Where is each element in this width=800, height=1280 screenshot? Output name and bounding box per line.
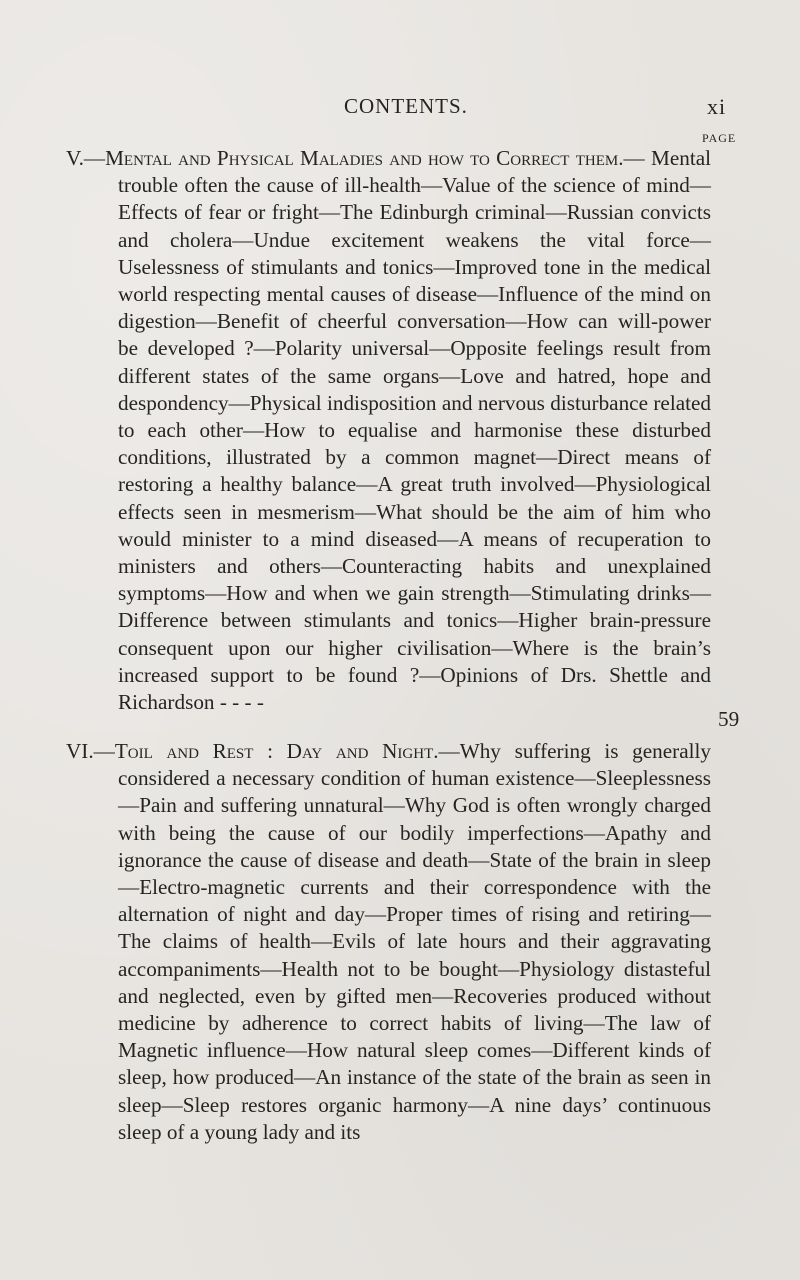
chapter-page-ref: 59 [718, 707, 740, 731]
chapter-summary: Why suffering is generally considered a necessary condition of human existence—Sleeplessness—Pain and suffering unnatural—Why God is often wrongly charged with being the cause of our bodily imperfections—Apathy and ignorance the cause of disease and death—State of the brain in sleep—Electro-magnetic currents and their correspondence with the alternation of night and day—Proper times of rising and retiring—The claims of health—Evils of late hours and their aggravating accompaniments—Health not to be bought—Physiology distasteful and neglected, even by gifted men—Recoveries produced without medicine by adherence to correct habits of living—The law of Magnetic influence—How natural sleep comes—Different kinds of sleep, how produced—An instance of the state of the brain as seen in sleep—Sleep restores organic harmony—A nine days’ continuous sleep of a young lady and its [118, 739, 711, 1144]
page-header [0, 94, 800, 124]
page-column-label: PAGE [702, 131, 737, 145]
chapter-title: Toil and Rest : Day and Night. [114, 739, 439, 763]
entry-paragraph: V.—Mental and Physical Maladies and how to Correct them.— Mental trouble often the cause of ill-health—Value of the science of mind—Effects of fear or fright—The Edinburgh criminal—Russian convicts and cholera—Undue excitement weakens the vital force—Uselessness of stimulants and tonics—Improved tone in the medical world respecting mental causes of disease—Influence of the mind on digestion—Benefit of cheerful conversation—How can will-power be developed ?—Polarity universal—Opposite feelings result from different states of the same organs—Love and hatred, hope and despondency—Physical indisposition and nervous disturbance related to each other—How to equalise and harmonise these disturbed conditions, illustrated by a common magnet—Direct means of restoring a healthy balance—A great truth involved—Physiological effects seen in mesmerism—What should be the aim of him who would minister to a mind diseased—A means of recuperation to ministers and others—Counteracting habits and unexplained symptoms—How and when we gain strength—Stimulating drinks—Difference between stimulants and tonics—Higher brain-pressure consequent upon our higher civilisation—Where is the brain’s increased support to be found ?—Opinions of Drs. Shettle and Richardson - - - - [66, 146, 711, 715]
running-title: CONTENTS. [344, 94, 468, 118]
chapter-summary: Mental trouble often the cause of ill-health—Value of the science of mind—Effects of fear or fright—The Edinburgh criminal—Russian convicts and cholera—Undue excitement weakens the vital force—Uselessness of stimulants and tonics—Improved tone in the medical world respecting mental causes of disease—Influence of the mind on digestion—Benefit of cheerful conversation—How can will-power be developed ?—Polarity universal—Opposite feelings result from different states of the same organs—Love and hatred, hope and despondency—Physical indisposition and nervous disturbance related to each other—How to equalise and harmonise these disturbed conditions, illustrated by a common magnet—Direct means of restoring a healthy balance—A great truth involved—Physiological effects seen in mesmerism—What should be the aim of him who would minister to a mind diseased—A means of recuperation to ministers and others—Counteracting habits and unexplained symptoms—How and when we gain strength—Stimulating drinks—Difference between stimulants and tonics—Higher brain-pressure consequent upon our higher civilisation—Where is the brain’s increased support to be found ?—Opinions of Drs. Shettle and Richardson [118, 146, 711, 715]
chapter-entry-vi [66, 738, 711, 1146]
entry-paragraph: VI.—Toil and Rest : Day and Night.—Why suffering is generally considered a necessary condition of human existence—Sleeplessness—Pain and suffering unnatural—Why God is often wrongly charged with being the cause of our bodily imperfections—Apathy and ignorance the cause of disease and death—State of the brain in sleep—Electro-magnetic currents and their correspondence with the alternation of night and day—Proper times of rising and retiring—The claims of health—Evils of late hours and their aggravating accompaniments—Health not to be bought—Physiology distasteful and neglected, even by gifted men—Recoveries produced without medicine by adherence to correct habits of living—The law of Magnetic influence—How natural sleep comes—Different kinds of sleep, how produced—An instance of the state of the brain as seen in sleep—Sleep restores organic harmony—A nine days’ continuous sleep of a young lady and its [66, 739, 711, 1144]
page-number: xi [707, 94, 727, 119]
chapter-number: V. [66, 146, 84, 170]
chapter-entry-v [66, 145, 711, 716]
dot-leader: - - - - [214, 690, 264, 715]
chapter-title: Mental and Physical Maladies and how to Correct them. [105, 146, 624, 170]
chapter-number: VI. [66, 739, 94, 763]
